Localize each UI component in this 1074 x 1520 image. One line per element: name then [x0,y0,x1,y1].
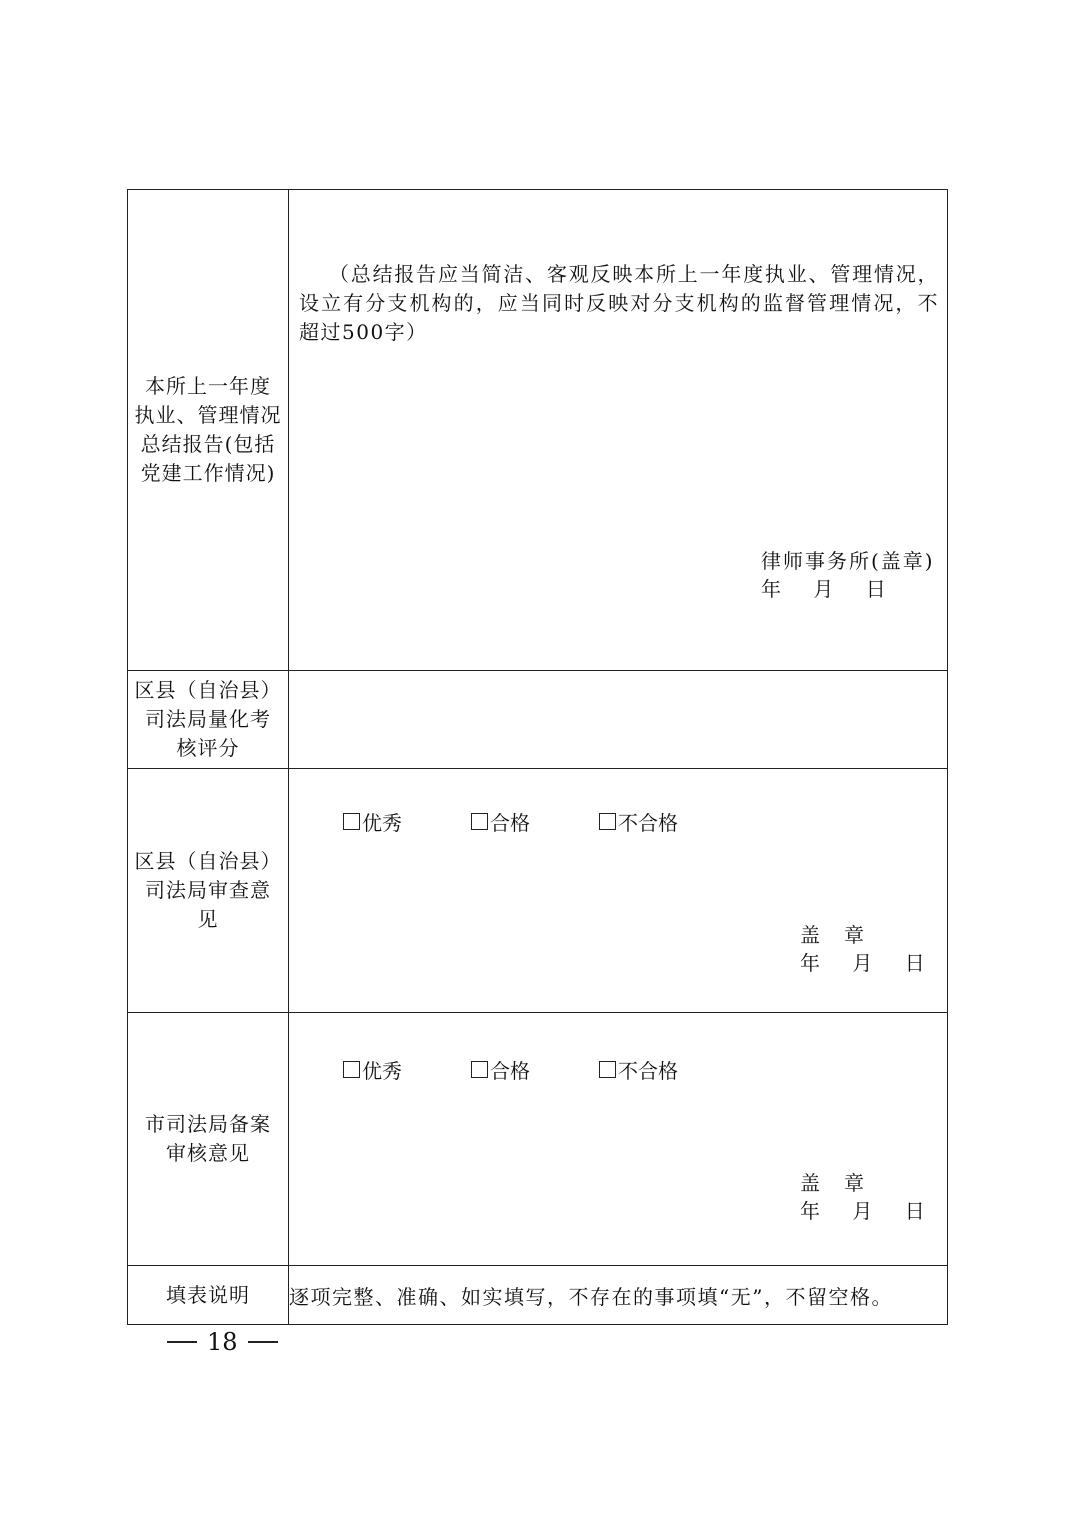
page-dash-right [248,1341,278,1343]
district-review-options [343,807,720,836]
district-score-label-line: 核评分 [176,736,240,760]
checkbox-icon[interactable] [599,1061,616,1078]
page-number [157,1328,288,1356]
checkbox-icon[interactable] [343,1061,360,1078]
option-label: 优秀 [362,1059,402,1083]
report-label [128,190,289,671]
checkbox-icon[interactable] [343,813,360,830]
district-seal-block [800,921,927,977]
report-date-label: 年 月 日 [761,577,888,601]
report-label-line: 执业、管理情况 [134,403,282,427]
district-review-label-line: 司法局审查意 [145,878,271,902]
option-label: 合格 [490,1059,530,1083]
law-firm-seal-label: 律师事务所(盖章) [761,549,935,573]
city-option-fail[interactable] [599,1055,678,1084]
district-review-label-line: 区县（自治县） [134,849,282,873]
report-label-line: 党建工作情况) [140,461,276,485]
report-instruction-text [299,260,939,347]
report-row [128,190,948,671]
city-option-excellent[interactable] [343,1055,429,1084]
checkbox-icon[interactable] [471,1061,488,1078]
page-dash-left [167,1341,197,1343]
city-review-label [128,1013,289,1266]
option-label: 不合格 [618,1059,678,1083]
checkbox-icon[interactable] [599,813,616,830]
city-date-label: 年 月 日 [800,1199,927,1223]
option-label: 合格 [490,811,530,835]
report-content-field[interactable] [289,190,948,671]
city-review-label-line: 市司法局备案 [145,1112,271,1136]
report-label-line: 总结报告(包括 [140,432,276,456]
option-label: 不合格 [618,811,678,835]
city-review-options [343,1055,720,1084]
district-review-field [289,769,948,1013]
city-seal-label: 盖 章 [800,1171,866,1195]
district-option-fail[interactable] [599,807,678,836]
option-label: 优秀 [362,811,402,835]
district-seal-label: 盖 章 [800,923,866,947]
annual-report-form [127,189,948,1325]
report-instruction: （总结报告应当简洁、客观反映本所上一年度执业、管理情况，设立有分支机构的，应当同时反映对分支机构的监督管理情况，不超过500字） [299,262,939,344]
city-review-row [128,1013,948,1266]
district-review-label-line: 见 [197,907,219,931]
report-label-line: 本所上一年度 [145,374,271,398]
district-option-pass[interactable] [471,807,557,836]
district-score-label-line: 司法局量化考 [145,707,271,731]
city-seal-block [800,1169,927,1225]
district-score-row [128,671,948,769]
page-number-value: 18 [207,1328,238,1356]
district-option-excellent[interactable] [343,807,429,836]
city-review-label-line: 审核意见 [166,1141,250,1165]
instructions-text: 逐项完整、准确、如实填写，不存在的事项填“无”，不留空格。 [289,1266,948,1325]
district-review-row [128,769,948,1013]
district-score-field[interactable] [289,671,948,769]
district-score-label [128,671,289,769]
instructions-row [128,1266,948,1325]
city-review-field [289,1013,948,1266]
checkbox-icon[interactable] [471,813,488,830]
district-date-label: 年 月 日 [800,951,927,975]
city-option-pass[interactable] [471,1055,557,1084]
district-score-label-line: 区县（自治县） [134,678,282,702]
instructions-label: 填表说明 [128,1266,289,1325]
law-firm-seal-block [761,547,935,603]
district-review-label [128,769,289,1013]
